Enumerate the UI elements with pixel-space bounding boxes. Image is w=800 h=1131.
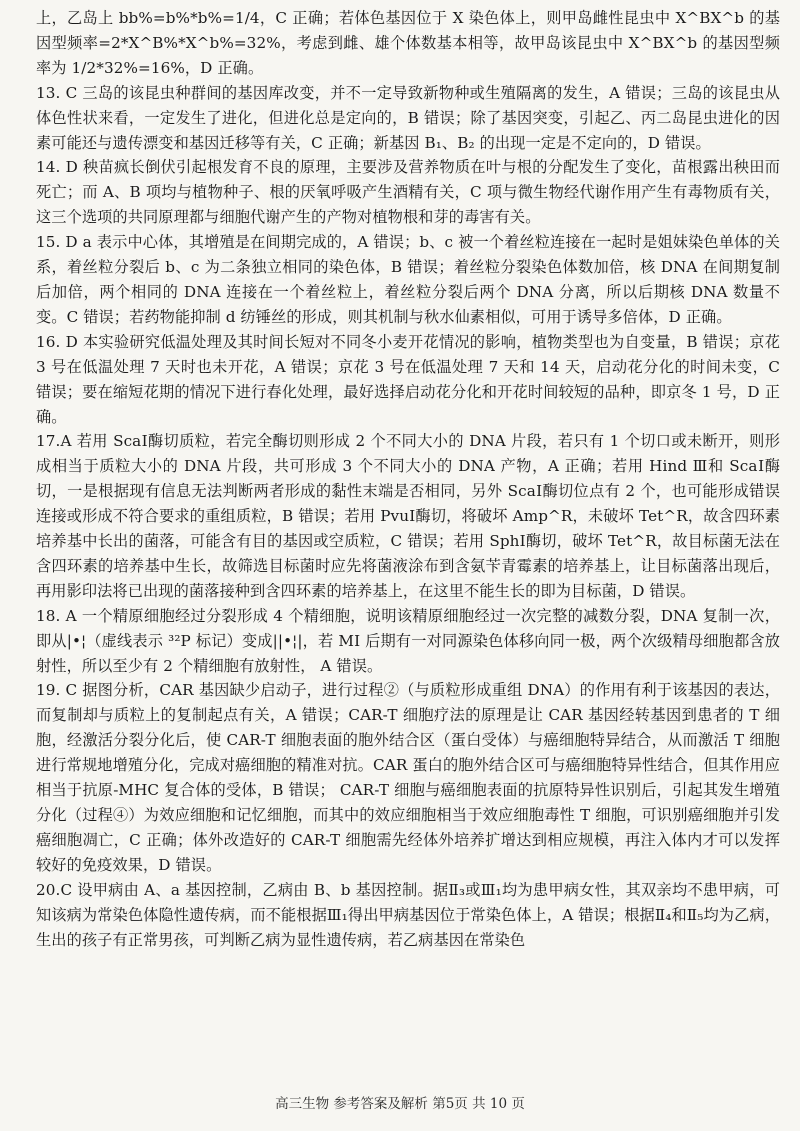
answer-16: 16. D 本实验研究低温处理及其时间长短对不同冬小麦开花情况的影响，植物类型也为自变量，B 错误；京花 3 号在低温处理 7 天时也未开花，A 错误；京花 3 号在低温处理 7 天和 14 天，启动花分化的时间未变，C 错误；要在缩短花期的情况下进行春化处理，最好选择启动花分化和开花时间较短的品种，即京冬 1 号，D 正确。 <box>36 332 780 426</box>
answer-19: 19. C 据图分析，CAR 基因缺少启动子，进行过程②（与质粒形成重组 DNA）的作用有利于该基因的表达，而复制却与质粒上的复制起点有关，A 错误；CAR-T 细胞疗法的原理是让 CAR 基因经转基因到患者的 T 细胞，经激活分裂分化后，使 CAR-T 细胞表面的胞外结合区（蛋白受体）与癌细胞特异结合，从而激活 T 细胞进行常规地增殖分化，完成对癌细胞的精准对抗。CAR 蛋白的胞外结合区可与癌细胞特异性结合，但其作用应相当于抗原-MHC 复合体的受体，B 错误； CAR-T 细胞与癌细胞表面的抗原特异性识别后，引起其发生增殖分化（过程④）为效应细胞和记忆细胞，而其中的效应细胞相当于效应细胞毒性 T 细胞，可识别癌细胞并引发癌细胞凋亡，C 正确；体外改造好的 CAR-T 细胞需先经体外培养扩增达到相应规模，再注入体内才可以发挥较好的免疫效果，D 错误。 <box>36 681 780 874</box>
answer-17: 17.A 若用 ScaⅠ酶切质粒，若完全酶切则形成 2 个不同大小的 DNA 片段，若只有 1 个切口或未断开，则形成相当于质粒大小的 DNA 片段，共可形成 3 个不同大小的 DNA 产物，A 正确；若用 Hind Ⅲ和 ScaⅠ酶切，一是根据现有信息无法判断两者形成的黏性末端是否相同，另外 ScaⅠ酶切位点有 2 个，也可能形成错误连接或形成不符合要求的重组质粒，B 错误；若用 PvuⅠ酶切，将破坏 Amp^R，未破坏 Tet^R，故含四环素培养基中长出的菌落，可能含有目的基因或空质粒，C 错误；若用 SphⅠ酶切，破坏 Tet^R，故目标菌无法在含四环素的培养基中生长，故筛选目标菌时应先将菌液涂布到含氨苄青霉素的培养基上，让目标菌落出现后，再用影印法将已出现的菌落接种到含四环素的培养基上，在这里不能生长的即为目标菌，D 错误。 <box>36 432 780 600</box>
answer-20: 20.C 设甲病由 A、a 基因控制，乙病由 B、b 基因控制。据Ⅱ₃或Ⅲ₁均为患甲病女性，其双亲均不患甲病，可知该病为常染色体隐性遗传病，而不能根据Ⅲ₁得出甲病基因位于常染色体上，A 错误；根据Ⅱ₄和Ⅱ₅均为乙病，生出的孩子有正常男孩，可判断乙病为显性遗传病，若乙病基因在常染色 <box>36 880 780 949</box>
answer-14: 14. D 秧苗疯长倒伏引起根发育不良的原理，主要涉及营养物质在叶与根的分配发生了变化，苗根露出秧田而死亡；而 A、B 项均与植物种子、根的厌氧呼吸产生酒精有关，C 项与微生物经代谢作用产生有毒物质有关，这三个选项的共同原理都与细胞代谢产生的产物对植物根和芽的毒害有关。 <box>36 158 780 227</box>
answer-13: 13. C 三岛的该昆虫种群间的基因库改变，并不一定导致新物种或生殖隔离的发生，A 错误；三岛的该昆虫从体色性状来看，一定发生了进化，但进化总是定向的，B 错误；除了基因突变，引起乙、丙二岛昆虫进化的因素可能还与遗传漂变和基因迁移等有关，C 正确；新基因 B₁、B₂ 的出现一定是不定向的，D 错误。 <box>36 83 780 152</box>
page-footer: 高三生物 参考答案及解析 第5页 共 10 页 <box>275 1096 525 1112</box>
answer-18: 18. A 一个精原细胞经过分裂形成 4 个精细胞，说明该精原细胞经过一次完整的减数分裂，DNA 复制一次，即从|•¦（虚线表示 ³²P 标记）变成||•¦|，若 MI 后期有一对同源染色体移向同一极，两个次级精母细胞都含放射性，所以至少有 2 个精细胞有放射性， A 错误。 <box>36 606 780 675</box>
answer-page <box>36 6 780 952</box>
answer-15: 15. D a 表示中心体，其增殖是在间期完成的，A 错误；b、c 被一个着丝粒连接在一起时是姐妹染色单体的关系，着丝粒分裂后 b、c 为二条独立相同的染色体，B 错误；着丝粒分裂染色体数加倍，核 DNA 在间期复制后加倍，两个相同的 DNA 连接在一个着丝粒上，着丝粒分裂后两个 DNA 分离，所以后期核 DNA 数量不变。C 错误；若药物能抑制 d 纺锤丝的形成，则其机制与秋水仙素相似，可用于诱导多倍体，D 正确。 <box>36 233 780 326</box>
paragraph-continued: 上，乙岛上 bb%=b%*b%=1/4，C 正确；若体色基因位于 X 染色体上，则甲岛雌性昆虫中 X^BX^b 的基因型频率=2*X^B%*X^b%=32%，考虑到雌、雄个体数基本相等，故甲岛该昆虫中 X^BX^b 的基因型频率为 1/2*32%=16%，D 正确。 <box>36 9 780 77</box>
